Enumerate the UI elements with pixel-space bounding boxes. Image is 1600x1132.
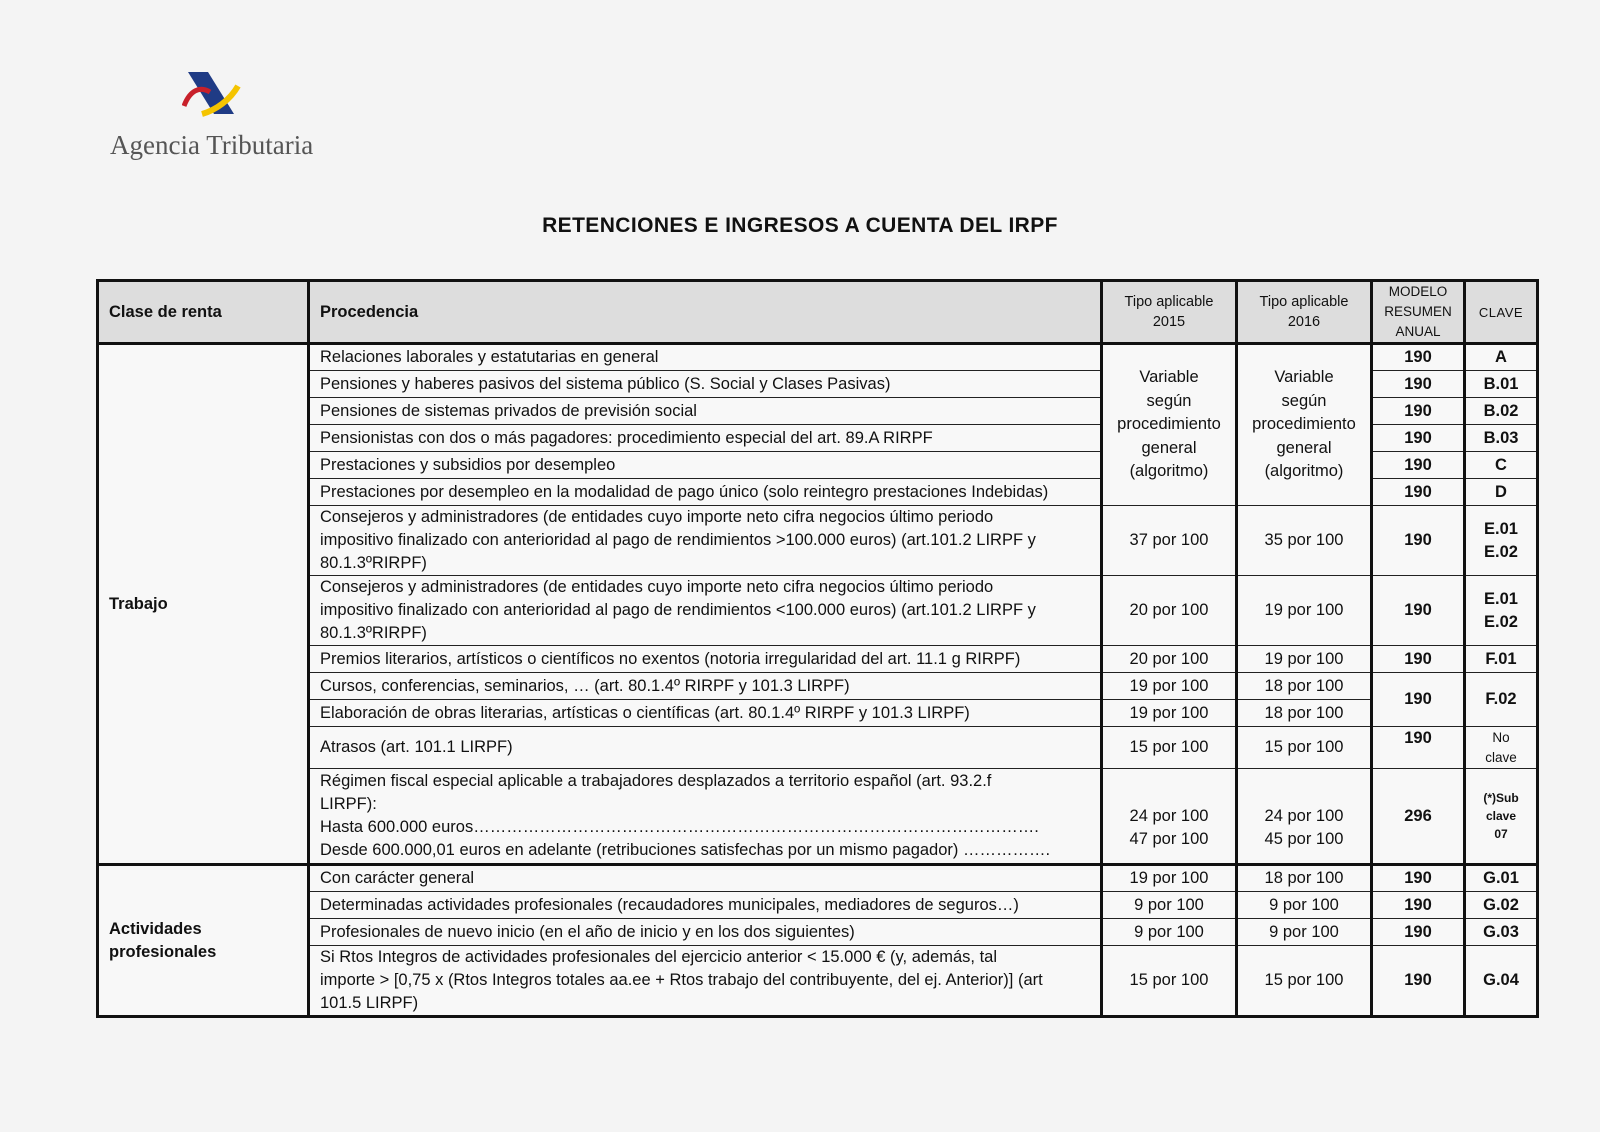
tipo-2015-cell — [1102, 769, 1237, 865]
procedencia-cell: Prestaciones por desempleo en la modalidad de pago único (solo reintegro prestaciones Indebidas) — [309, 479, 1102, 506]
tipo-2016-cell: 35 por 100 — [1237, 506, 1372, 576]
table-row — [98, 946, 1538, 1017]
modelo-cell: 190 — [1372, 398, 1465, 425]
header-tipo-2016 — [1237, 281, 1372, 344]
clase-line: profesionales — [109, 942, 217, 961]
clave-cell — [1465, 576, 1538, 646]
clave-line: (*)Sub — [1483, 791, 1519, 805]
procedencia-cell: Pensiones de sistemas privados de previsión social — [309, 398, 1102, 425]
modelo-cell: 190 — [1372, 727, 1465, 769]
procedencia-line: Régimen fiscal especial aplicable a trabajadores desplazados a territorio español (art. 93.2.f — [320, 772, 992, 790]
table-row — [98, 700, 1538, 727]
clase-actividades — [98, 865, 309, 1017]
tipo-2015-cell: 9 por 100 — [1102, 892, 1237, 919]
clave-cell: A — [1465, 344, 1538, 371]
modelo-cell: 190 — [1372, 892, 1465, 919]
clave-line: No — [1492, 729, 1510, 745]
variable-line: Variable — [1139, 368, 1199, 387]
header-modelo-l2: RESUMEN — [1384, 304, 1452, 319]
procedencia-line: 80.1.3ºRIRPF) — [320, 624, 427, 642]
header-modelo — [1372, 281, 1465, 344]
modelo-cell: 190 — [1372, 344, 1465, 371]
clave-line: 07 — [1494, 827, 1508, 841]
variable-line: (algoritmo) — [1129, 462, 1209, 481]
header-clase: Clase de renta — [98, 281, 309, 344]
procedencia-cell — [309, 946, 1102, 1017]
variable-line: procedimiento — [1252, 415, 1356, 434]
tipo-2015-cell: 9 por 100 — [1102, 919, 1237, 946]
header-tipo-2016-label: Tipo aplicable — [1259, 294, 1349, 310]
clave-cell: C — [1465, 452, 1538, 479]
clave-line: E.02 — [1484, 612, 1518, 631]
tipo-2016-cell: 15 por 100 — [1237, 946, 1372, 1017]
header-tipo-2015-label: Tipo aplicable — [1124, 294, 1214, 310]
procedencia-cell: Atrasos (art. 101.1 LIRPF) — [309, 727, 1102, 769]
procedencia-cell: Premios literarios, artísticos o científicos no exentos (notoria irregularidad del art. 11.1 g RIRPF) — [309, 646, 1102, 673]
tipo-2016-cell: 15 por 100 — [1237, 727, 1372, 769]
table-row — [98, 646, 1538, 673]
modelo-cell: 296 — [1372, 769, 1465, 865]
table-row — [98, 892, 1538, 919]
modelo-cell: 190 — [1372, 673, 1465, 727]
procedencia-line: Si Rtos Integros de actividades profesionales del ejercicio anterior < 15.000 € (y, además, tal — [320, 948, 998, 966]
logo-text: Agencia Tributaria — [110, 130, 314, 160]
tipo-2015-cell: 19 por 100 — [1102, 673, 1237, 700]
procedencia-line: Consejeros y administradores (de entidades cuyo importe neto cifra negocios último periodo — [320, 508, 994, 526]
variable-line: Variable — [1274, 368, 1334, 387]
variable-line: (algoritmo) — [1264, 462, 1344, 481]
modelo-cell: 190 — [1372, 865, 1465, 892]
tipo-2015-cell: 19 por 100 — [1102, 865, 1237, 892]
procedencia-line: importe > [0,75 x (Rtos Integros totales aa.ee + Rtos trabajo del contribuyente, del ej. Anterior)] (art — [320, 971, 1043, 989]
modelo-cell: 190 — [1372, 646, 1465, 673]
clase-trabajo: Trabajo — [98, 344, 309, 865]
table-row — [98, 865, 1538, 892]
tipo-2016-variable — [1237, 344, 1372, 506]
clave-cell — [1465, 506, 1538, 576]
variable-line: general — [1276, 438, 1332, 457]
clave-cell: G.03 — [1465, 919, 1538, 946]
header-procedencia: Procedencia — [309, 281, 1102, 344]
header-modelo-l3: ANUAL — [1395, 324, 1441, 339]
tipo-2015-cell: 15 por 100 — [1102, 727, 1237, 769]
procedencia-cell — [309, 506, 1102, 576]
tipo-2016-cell: 19 por 100 — [1237, 646, 1372, 673]
tipo-2015-cell: 20 por 100 — [1102, 646, 1237, 673]
retenciones-table — [96, 279, 1539, 1018]
procedencia-cell: Prestaciones y subsidios por desempleo — [309, 452, 1102, 479]
clave-cell — [1465, 727, 1538, 769]
tipo-2016-cell: 19 por 100 — [1237, 576, 1372, 646]
modelo-cell: 190 — [1372, 425, 1465, 452]
variable-line: según — [1281, 391, 1327, 410]
procedencia-cell — [309, 576, 1102, 646]
clave-line: clave — [1485, 749, 1517, 765]
procedencia-cell: Elaboración de obras literarias, artísticas o científicas (art. 80.1.4º RIRPF y 101.3 LIRPF) — [309, 700, 1102, 727]
modelo-cell: 190 — [1372, 919, 1465, 946]
procedencia-line: Hasta 600.000 euros…………………………………………………………………………………………. — [320, 818, 1039, 836]
procedencia-cell: Relaciones laborales y estatutarias en general — [309, 344, 1102, 371]
clave-line: clave — [1485, 809, 1517, 823]
table-row — [98, 769, 1538, 865]
variable-line: según — [1146, 391, 1192, 410]
agencia-tributaria-emblem-icon — [182, 70, 252, 122]
clase-line: Actividades — [109, 919, 202, 938]
procedencia-line: Desde 600.000,01 euros en adelante (retribuciones satisfechas por un mismo pagador) ……………. — [320, 841, 1051, 859]
modelo-cell: 190 — [1372, 506, 1465, 576]
clave-line: E.01 — [1484, 519, 1518, 538]
procedencia-cell: Pensiones y haberes pasivos del sistema público (S. Social y Clases Pasivas) — [309, 371, 1102, 398]
clave-line: E.02 — [1484, 542, 1518, 561]
header-tipo-2015 — [1102, 281, 1237, 344]
tipo-line: 24 por 100 — [1129, 806, 1209, 825]
clave-cell — [1465, 769, 1538, 865]
table-row — [98, 673, 1538, 700]
agencia-tributaria-logo — [110, 70, 320, 170]
tipo-2015-cell: 15 por 100 — [1102, 946, 1237, 1017]
procedencia-cell: Determinadas actividades profesionales (recaudadores municipales, mediadores de seguros…) — [309, 892, 1102, 919]
header-modelo-l1: MODELO — [1388, 284, 1448, 299]
modelo-cell: 190 — [1372, 576, 1465, 646]
modelo-cell: 190 — [1372, 371, 1465, 398]
procedencia-cell — [309, 769, 1102, 865]
procedencia-cell: Cursos, conferencias, seminarios, … (art. 80.1.4º RIRPF y 101.3 LIRPF) — [309, 673, 1102, 700]
table-row — [98, 919, 1538, 946]
tipo-2016-cell: 18 por 100 — [1237, 673, 1372, 700]
clave-cell: B.01 — [1465, 371, 1538, 398]
modelo-cell: 190 — [1372, 452, 1465, 479]
tipo-2015-cell: 37 por 100 — [1102, 506, 1237, 576]
table-row — [98, 344, 1538, 371]
procedencia-cell: Con carácter general — [309, 865, 1102, 892]
modelo-cell: 190 — [1372, 479, 1465, 506]
clave-cell: B.02 — [1465, 398, 1538, 425]
procedencia-line: 80.1.3ºRIRPF) — [320, 554, 427, 572]
tipo-2016-cell: 9 por 100 — [1237, 919, 1372, 946]
table-row — [98, 506, 1538, 576]
modelo-cell: 190 — [1372, 946, 1465, 1017]
procedencia-line: 101.5 LIRPF) — [320, 994, 419, 1012]
tipo-2016-cell: 9 por 100 — [1237, 892, 1372, 919]
procedencia-line: impositivo finalizado con anterioridad al pago de rendimientos >100.000 euros) (art.101.2 LIRPF y — [320, 531, 1036, 549]
clave-cell: G.04 — [1465, 946, 1538, 1017]
clave-cell: G.02 — [1465, 892, 1538, 919]
tipo-line: 45 por 100 — [1264, 829, 1344, 848]
clave-cell: F.01 — [1465, 646, 1538, 673]
tipo-line: 24 por 100 — [1264, 806, 1344, 825]
tipo-2016-cell: 18 por 100 — [1237, 865, 1372, 892]
procedencia-cell: Pensionistas con dos o más pagadores: procedimiento especial del art. 89.A RIRPF — [309, 425, 1102, 452]
table-row — [98, 727, 1538, 769]
header-row — [98, 281, 1538, 344]
header-tipo-2015-year: 2015 — [1152, 314, 1186, 330]
procedencia-line: LIRPF): — [320, 795, 377, 813]
clave-cell: G.01 — [1465, 865, 1538, 892]
document-title: RETENCIONES E INGRESOS A CUENTA DEL IRPF — [542, 214, 1058, 237]
procedencia-line: impositivo finalizado con anterioridad al pago de rendimientos <100.000 euros) (art.101.2 LIRPF y — [320, 601, 1036, 619]
clave-line: E.01 — [1484, 589, 1518, 608]
clave-cell: B.03 — [1465, 425, 1538, 452]
clave-cell: F.02 — [1465, 673, 1538, 727]
table-row — [98, 576, 1538, 646]
tipo-2015-variable — [1102, 344, 1237, 506]
procedencia-cell: Profesionales de nuevo inicio (en el año de inicio y en los dos siguientes) — [309, 919, 1102, 946]
variable-line: procedimiento — [1117, 415, 1221, 434]
header-tipo-2016-year: 2016 — [1287, 314, 1321, 330]
tipo-2015-cell: 19 por 100 — [1102, 700, 1237, 727]
procedencia-line: Consejeros y administradores (de entidades cuyo importe neto cifra negocios último periodo — [320, 578, 994, 596]
header-clave: CLAVE — [1465, 281, 1538, 344]
variable-line: general — [1141, 438, 1197, 457]
tipo-line: 47 por 100 — [1129, 829, 1209, 848]
tipo-2015-cell: 20 por 100 — [1102, 576, 1237, 646]
tipo-2016-cell — [1237, 769, 1372, 865]
tipo-2016-cell: 18 por 100 — [1237, 700, 1372, 727]
clave-cell: D — [1465, 479, 1538, 506]
